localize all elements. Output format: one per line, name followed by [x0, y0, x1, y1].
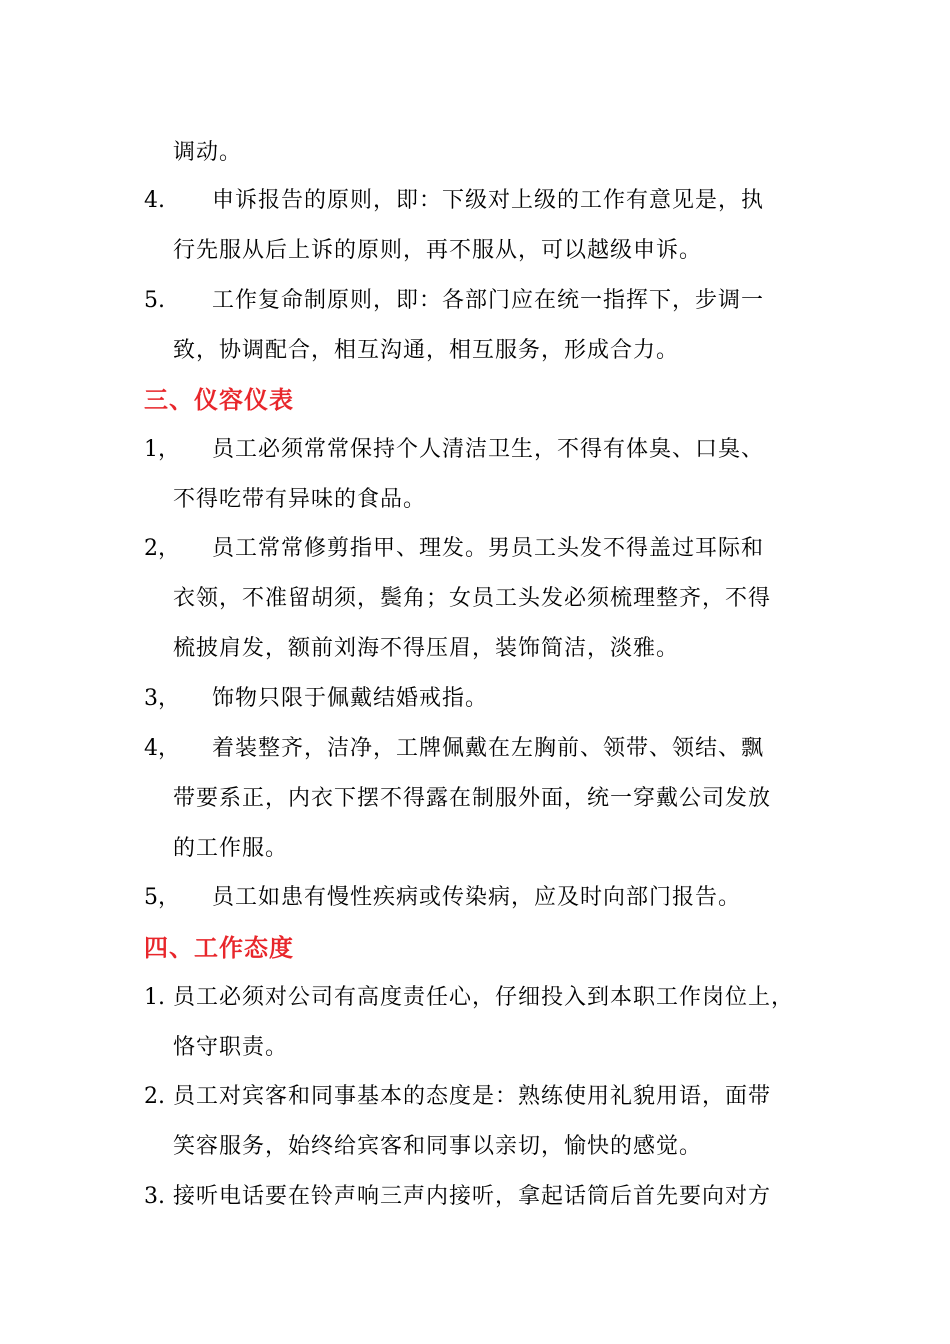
list-item-number: 2，	[144, 536, 180, 561]
list-item-text: 员工常常修剪指甲、理发。男员工头发不得盖过耳际和	[212, 536, 765, 561]
list-item-number: 3.	[144, 1184, 165, 1209]
list-item-text: 带要系正，内衣下摆不得露在制服外面，统一穿戴公司发放	[173, 786, 772, 811]
list-item-text: 饰物只限于佩戴结婚戒指。	[212, 686, 489, 711]
list-item-text: 梳披肩发，额前刘海不得压眉，装饰简洁，淡雅。	[173, 636, 680, 661]
list-item-text: 工作复命制原则，即：各部门应在统一指挥下，步调一	[212, 288, 765, 313]
section-heading-appearance: 三、仪容仪表	[144, 385, 294, 414]
list-item-text: 员工对宾客和同事基本的态度是：熟练使用礼貌用语，面带	[173, 1084, 772, 1109]
list-item-text: 的工作服。	[173, 836, 289, 861]
list-item-text: 衣领，不准留胡须，鬓角；女员工头发必须梳理整齐，不得	[173, 586, 772, 611]
list-item-number: 2.	[144, 1084, 165, 1109]
list-item-text: 行先服从后上诉的原则，再不服从，可以越级申诉。	[173, 238, 703, 263]
list-item-number: 5.	[144, 288, 165, 313]
list-item-text: 接听电话要在铃声响三声内接听，拿起话筒后首先要向对方	[173, 1184, 772, 1209]
list-item-number: 1.	[144, 985, 165, 1010]
list-item-text: 笑容服务，始终给宾客和同事以亲切，愉快的感觉。	[173, 1134, 703, 1159]
list-item-text: 不得吃带有异味的食品。	[173, 487, 427, 512]
list-item-text: 员工必须对公司有高度责任心，仔细投入到本职工作岗位上，	[173, 985, 795, 1010]
list-item-text: 员工如患有慢性疾病或传染病，应及时向部门报告。	[212, 885, 742, 910]
list-item-number: 1，	[144, 437, 180, 462]
list-item-text: 致，协调配合，相互沟通，相互服务，形成合力。	[173, 338, 680, 363]
list-item-number: 4，	[144, 736, 180, 761]
list-item-text: 着装整齐，洁净，工牌佩戴在左胸前、领带、领结、飘	[212, 736, 765, 761]
list-item-number: 3，	[144, 686, 180, 711]
section-heading-work-attitude: 四、工作态度	[144, 933, 294, 962]
list-item-text: 员工必须常常保持个人清洁卫生，不得有体臭、口臭、	[212, 437, 765, 462]
paragraph-text: 调动。	[173, 140, 243, 165]
list-item-text: 申诉报告的原则，即：下级对上级的工作有意见是，执	[212, 188, 765, 213]
list-item-number: 4.	[144, 188, 165, 213]
list-item-text: 恪守职责。	[173, 1035, 289, 1060]
list-item-number: 5，	[144, 885, 180, 910]
